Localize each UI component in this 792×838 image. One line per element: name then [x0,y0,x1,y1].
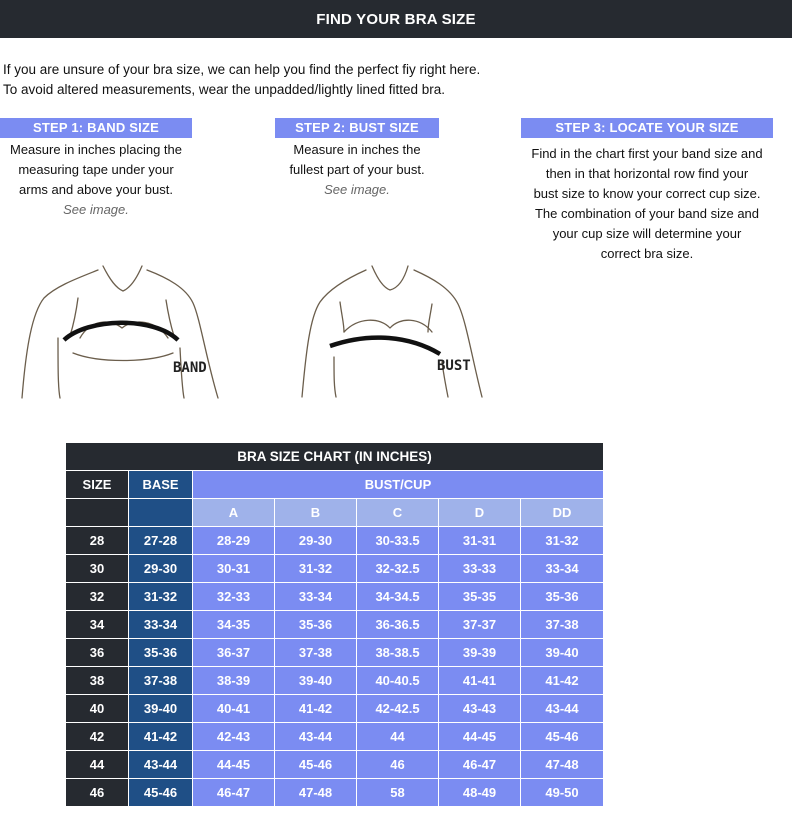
base-cell: 39-40 [129,695,193,723]
base-cell: 43-44 [129,751,193,779]
bust-cup-cell: 31-32 [521,527,604,555]
bust-cup-cell: 35-35 [439,583,521,611]
base-column-header: BASE [129,471,193,499]
bust-cup-cell: 42-43 [193,723,275,751]
base-cell: 31-32 [129,583,193,611]
bust-cup-cell: 30-31 [193,555,275,583]
step-3-line: correct bra size. [600,246,694,261]
bust-cup-cell: 31-31 [439,527,521,555]
size-column-spacer [66,499,129,527]
size-cell: 42 [66,723,129,751]
cup-header: A [193,499,275,527]
bust-cup-cell: 41-41 [439,667,521,695]
chart-title: BRA SIZE CHART (IN INCHES) [66,443,604,471]
bust-cup-cell: 47-48 [521,751,604,779]
table-row [66,779,604,807]
bust-cup-cell: 37-38 [521,611,604,639]
table-row [66,667,604,695]
bust-cup-cell: 45-46 [521,723,604,751]
base-cell: 41-42 [129,723,193,751]
base-cell: 35-36 [129,639,193,667]
bust-cup-cell: 46-47 [193,779,275,807]
bust-cup-cell: 33-33 [439,555,521,583]
bust-measurement-illustration [300,262,490,402]
step-3-line: The combination of your band size and [534,206,760,221]
step-1-line: arms and above your bust. [19,182,173,197]
bust-cup-cell: 39-39 [439,639,521,667]
table-row [66,639,604,667]
bust-cup-cell: 33-34 [521,555,604,583]
bust-cup-cell: 38-38.5 [357,639,439,667]
size-cell: 30 [66,555,129,583]
bust-cup-cell: 30-33.5 [357,527,439,555]
bust-cup-cell: 47-48 [275,779,357,807]
cup-header: D [439,499,521,527]
size-cell: 28 [66,527,129,555]
base-cell: 29-30 [129,555,193,583]
bust-cup-cell: 32-32.5 [357,555,439,583]
base-cell: 27-28 [129,527,193,555]
intro-text [3,60,480,100]
size-cell: 32 [66,583,129,611]
bust-cup-cell: 46 [357,751,439,779]
size-cell: 38 [66,667,129,695]
step-2-line: fullest part of your bust. [289,162,425,177]
bust-cup-cell: 44-45 [439,723,521,751]
step-3-locate-size [521,118,773,264]
base-cell: 37-38 [129,667,193,695]
bust-cup-cell: 45-46 [275,751,357,779]
bust-cup-cell: 37-37 [439,611,521,639]
chart-body [66,443,604,807]
bust-cup-cell: 43-44 [275,723,357,751]
bust-cup-cell: 31-32 [275,555,357,583]
bust-cup-cell: 48-49 [439,779,521,807]
bust-cup-cell: 43-43 [439,695,521,723]
step-3-line: then in that horizontal row find your [545,166,749,181]
bust-cup-cell: 36-37 [193,639,275,667]
cup-header: DD [521,499,604,527]
size-cell: 44 [66,751,129,779]
bust-cup-cell: 39-40 [275,667,357,695]
bust-cup-cell: 38-39 [193,667,275,695]
bust-cup-cell: 34-35 [193,611,275,639]
bust-cup-cell: 34-34.5 [357,583,439,611]
bust-cup-cell: 43-44 [521,695,604,723]
bust-cup-cell: 28-29 [193,527,275,555]
table-row [66,723,604,751]
page-title: FIND YOUR BRA SIZE [316,10,476,28]
table-row [66,527,604,555]
size-cell: 36 [66,639,129,667]
band-label: BAND [173,360,207,376]
bust-cup-cell: 32-33 [193,583,275,611]
table-row [66,555,604,583]
step-1-see-image: See image. [63,202,129,217]
cup-header: B [275,499,357,527]
bust-cup-cell: 40-41 [193,695,275,723]
size-cell: 46 [66,779,129,807]
bust-cup-cell: 29-30 [275,527,357,555]
bust-cup-header: BUST/CUP [193,471,604,499]
bust-cup-cell: 44 [357,723,439,751]
bust-cup-cell: 58 [357,779,439,807]
intro-line-1: If you are unsure of your bra size, we can help you find the perfect fiy right here. [3,62,481,77]
bust-cup-cell: 49-50 [521,779,604,807]
intro-line-2: To avoid altered measurements, wear the unpadded/lightly lined fitted bra. [3,82,446,97]
size-column-header: SIZE [66,471,129,499]
bust-label: BUST [437,358,471,374]
table-row [66,611,604,639]
step-3-title: STEP 3: LOCATE YOUR SIZE [521,118,773,138]
band-measurement-illustration [18,258,228,403]
step-1-line: Measure in inches placing the [10,142,182,157]
size-cell: 40 [66,695,129,723]
step-3-line: your cup size will determine your [552,226,742,241]
bust-cup-cell: 39-40 [521,639,604,667]
bust-cup-cell: 41-42 [275,695,357,723]
step-2-bust-size [275,118,439,200]
step-1-line: measuring tape under your [18,162,174,177]
bust-cup-cell: 36-36.5 [357,611,439,639]
step-2-title: STEP 2: BUST SIZE [275,118,439,138]
cup-header: C [357,499,439,527]
table-row [66,583,604,611]
bust-cup-cell: 44-45 [193,751,275,779]
bust-cup-cell: 35-36 [521,583,604,611]
size-cell: 34 [66,611,129,639]
table-row [66,695,604,723]
step-2-see-image: See image. [324,182,390,197]
bust-cup-cell: 37-38 [275,639,357,667]
step-2-line: Measure in inches the [293,142,421,157]
bra-size-chart [65,442,604,807]
bust-cup-cell: 42-42.5 [357,695,439,723]
step-3-line: Find in the chart first your band size and [531,146,763,161]
bust-cup-cell: 35-36 [275,611,357,639]
base-cell: 33-34 [129,611,193,639]
bust-cup-cell: 40-40.5 [357,667,439,695]
step-3-line: bust size to know your correct cup size. [533,186,761,201]
step-1-title: STEP 1: BAND SIZE [0,118,192,138]
bust-cup-cell: 46-47 [439,751,521,779]
step-1-band-size [0,118,192,220]
bust-cup-cell: 41-42 [521,667,604,695]
base-cell: 45-46 [129,779,193,807]
page-title-bar [0,0,792,38]
base-column-spacer [129,499,193,527]
table-row [66,751,604,779]
bust-cup-cell: 33-34 [275,583,357,611]
